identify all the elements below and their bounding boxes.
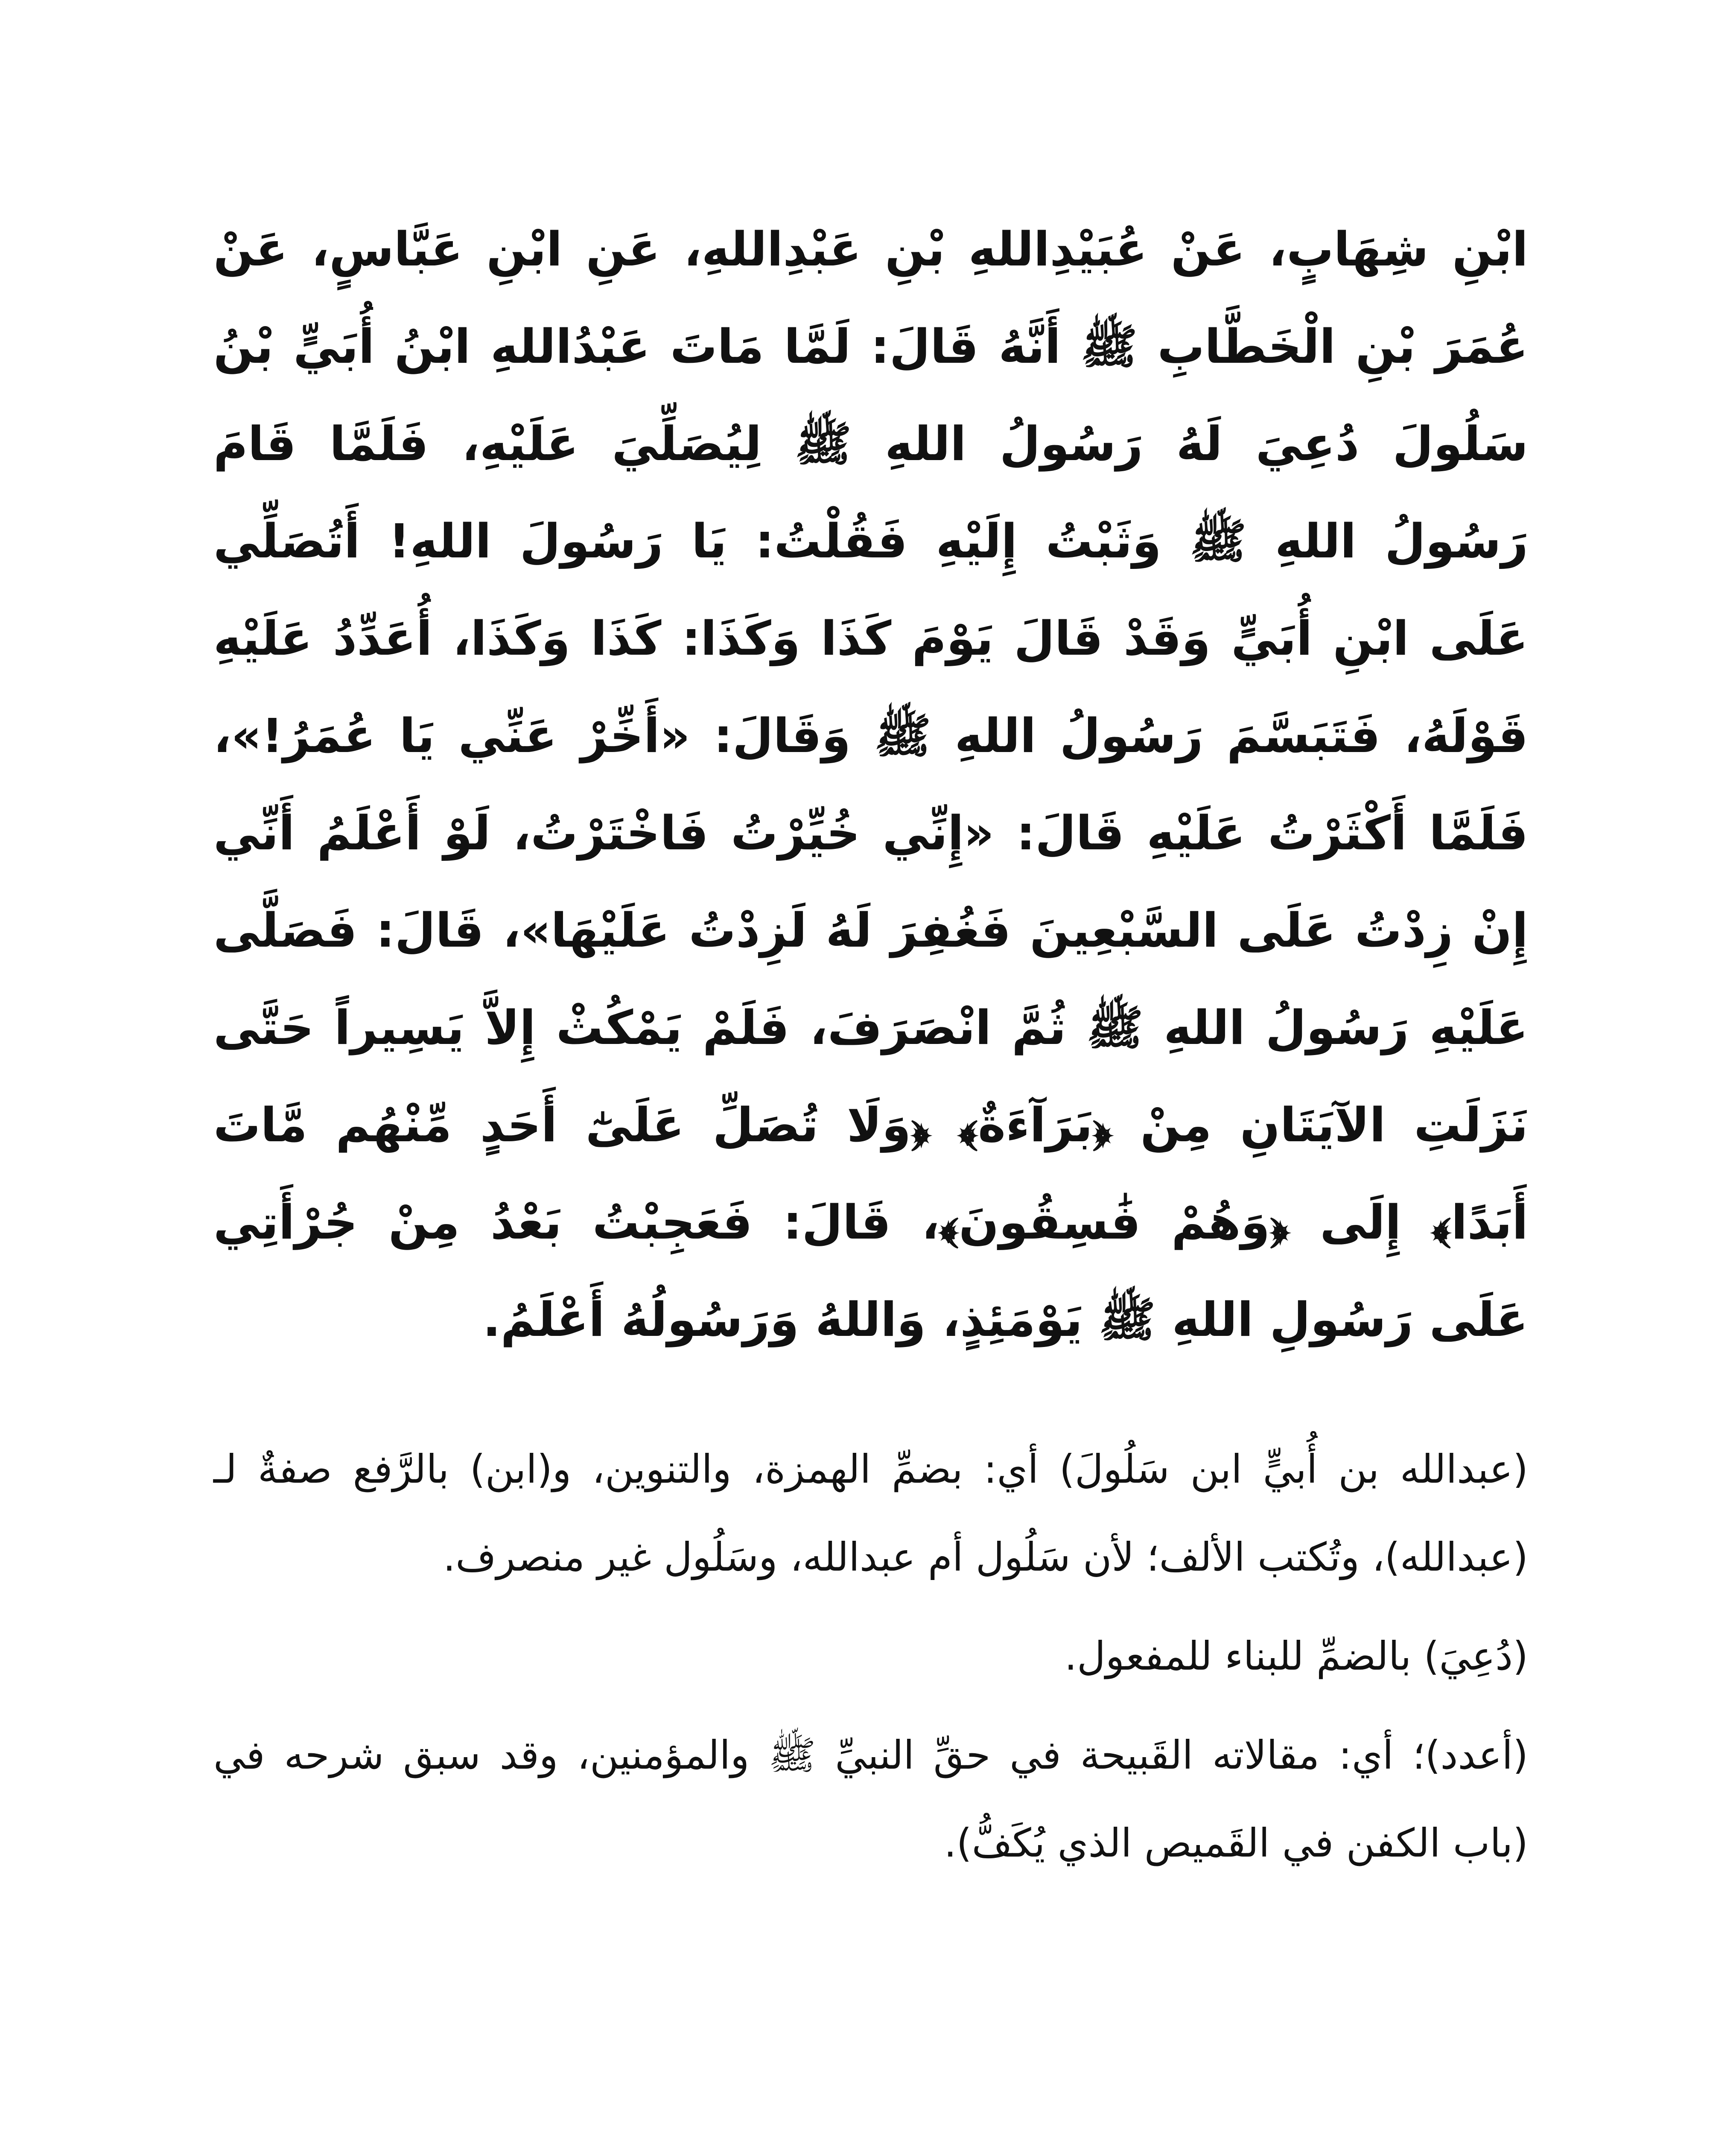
commentary-paragraph-3: (أعدد)؛ أي: مقالاته القَبيحة في حقِّ النبيِّ ﷺ والمؤمنين، وقد سبق شرحه في (باب الكفن في القَميص الذي يُكَفُّ).: [213, 1732, 1528, 1866]
hadith-paragraph: ابْنِ شِهَابٍ، عَنْ عُبَيْدِاللهِ بْنِ عَبْدِاللهِ، عَنِ ابْنِ عَبَّاسٍ، عَنْ عُمَرَ بْنِ الْخَطَّابِ ﷺ أَنَّهُ قَالَ: لَمَّا مَاتَ عَبْدُاللهِ ابْنُ أُبَيٍّ بْنُ سَلُولَ دُعِيَ لَهُ رَسُولُ اللهِ ﷺ لِيُصَلِّيَ عَلَيْهِ، فَلَمَّا قَامَ رَسُولُ اللهِ ﷺ وَثَبْتُ إِلَيْهِ فَقُلْتُ: يَا رَسُولَ اللهِ! أَتُصَلِّي عَلَى ابْنِ أُبَيٍّ وَقَدْ قَالَ يَوْمَ كَذَا وَكَذَا: كَذَا وَكَذَا، أُعَدِّدُ عَلَيْهِ قَوْلَهُ، فَتَبَسَّمَ رَسُولُ اللهِ ﷺ وَقَالَ: «أَخِّرْ عَنِّي يَا عُمَرُ!»، فَلَمَّا أَكْثَرْتُ عَلَيْهِ قَالَ: «إِنِّي خُيِّرْتُ فَاخْتَرْتُ، لَوْ أَعْلَمُ أَنِّي إِنْ زِدْتُ عَلَى السَّبْعِينَ فَغُفِرَ لَهُ لَزِدْتُ عَلَيْهَا»، قَالَ: فَصَلَّى عَلَيْهِ رَسُولُ اللهِ ﷺ ثُمَّ انْصَرَفَ، فَلَمْ يَمْكُثْ إِلاَّ يَسِيراً حَتَّى نَزَلَتِ الآيَتَانِ مِنْ ﴿بَرَآءَةٌ﴾ ﴿وَلَا تُصَلِّ عَلَىٰٓ أَحَدٍ مِّنْهُم مَّاتَ أَبَدًا﴾ إِلَى ﴿وَهُمْ فَٰسِقُونَ﴾، قَالَ: فَعَجِبْتُ بَعْدُ مِنْ جُرْأَتِي عَلَى رَسُولِ اللهِ ﷺ يَوْمَئِذٍ، وَاللهُ وَرَسُولُهُ أَعْلَمُ.: [213, 222, 1528, 1347]
commentary-paragraph-2: (دُعِيَ) بالضمِّ للبناء للمفعول.: [1064, 1633, 1528, 1679]
hadith-text-block: [213, 201, 1528, 1368]
commentary-block: [213, 1426, 1528, 1887]
commentary-paragraph-1: (عبدالله بن أُبيٍّ ابن سَلُولَ) أي: بضمِّ الهمزة، والتنوين، و(ابن) بالرَّفع صفةٌ لـ (عبدالله)، وتُكتب الألف؛ لأن سَلُول أم عبدالله، وسَلُول غير منصرف.: [213, 1446, 1528, 1580]
